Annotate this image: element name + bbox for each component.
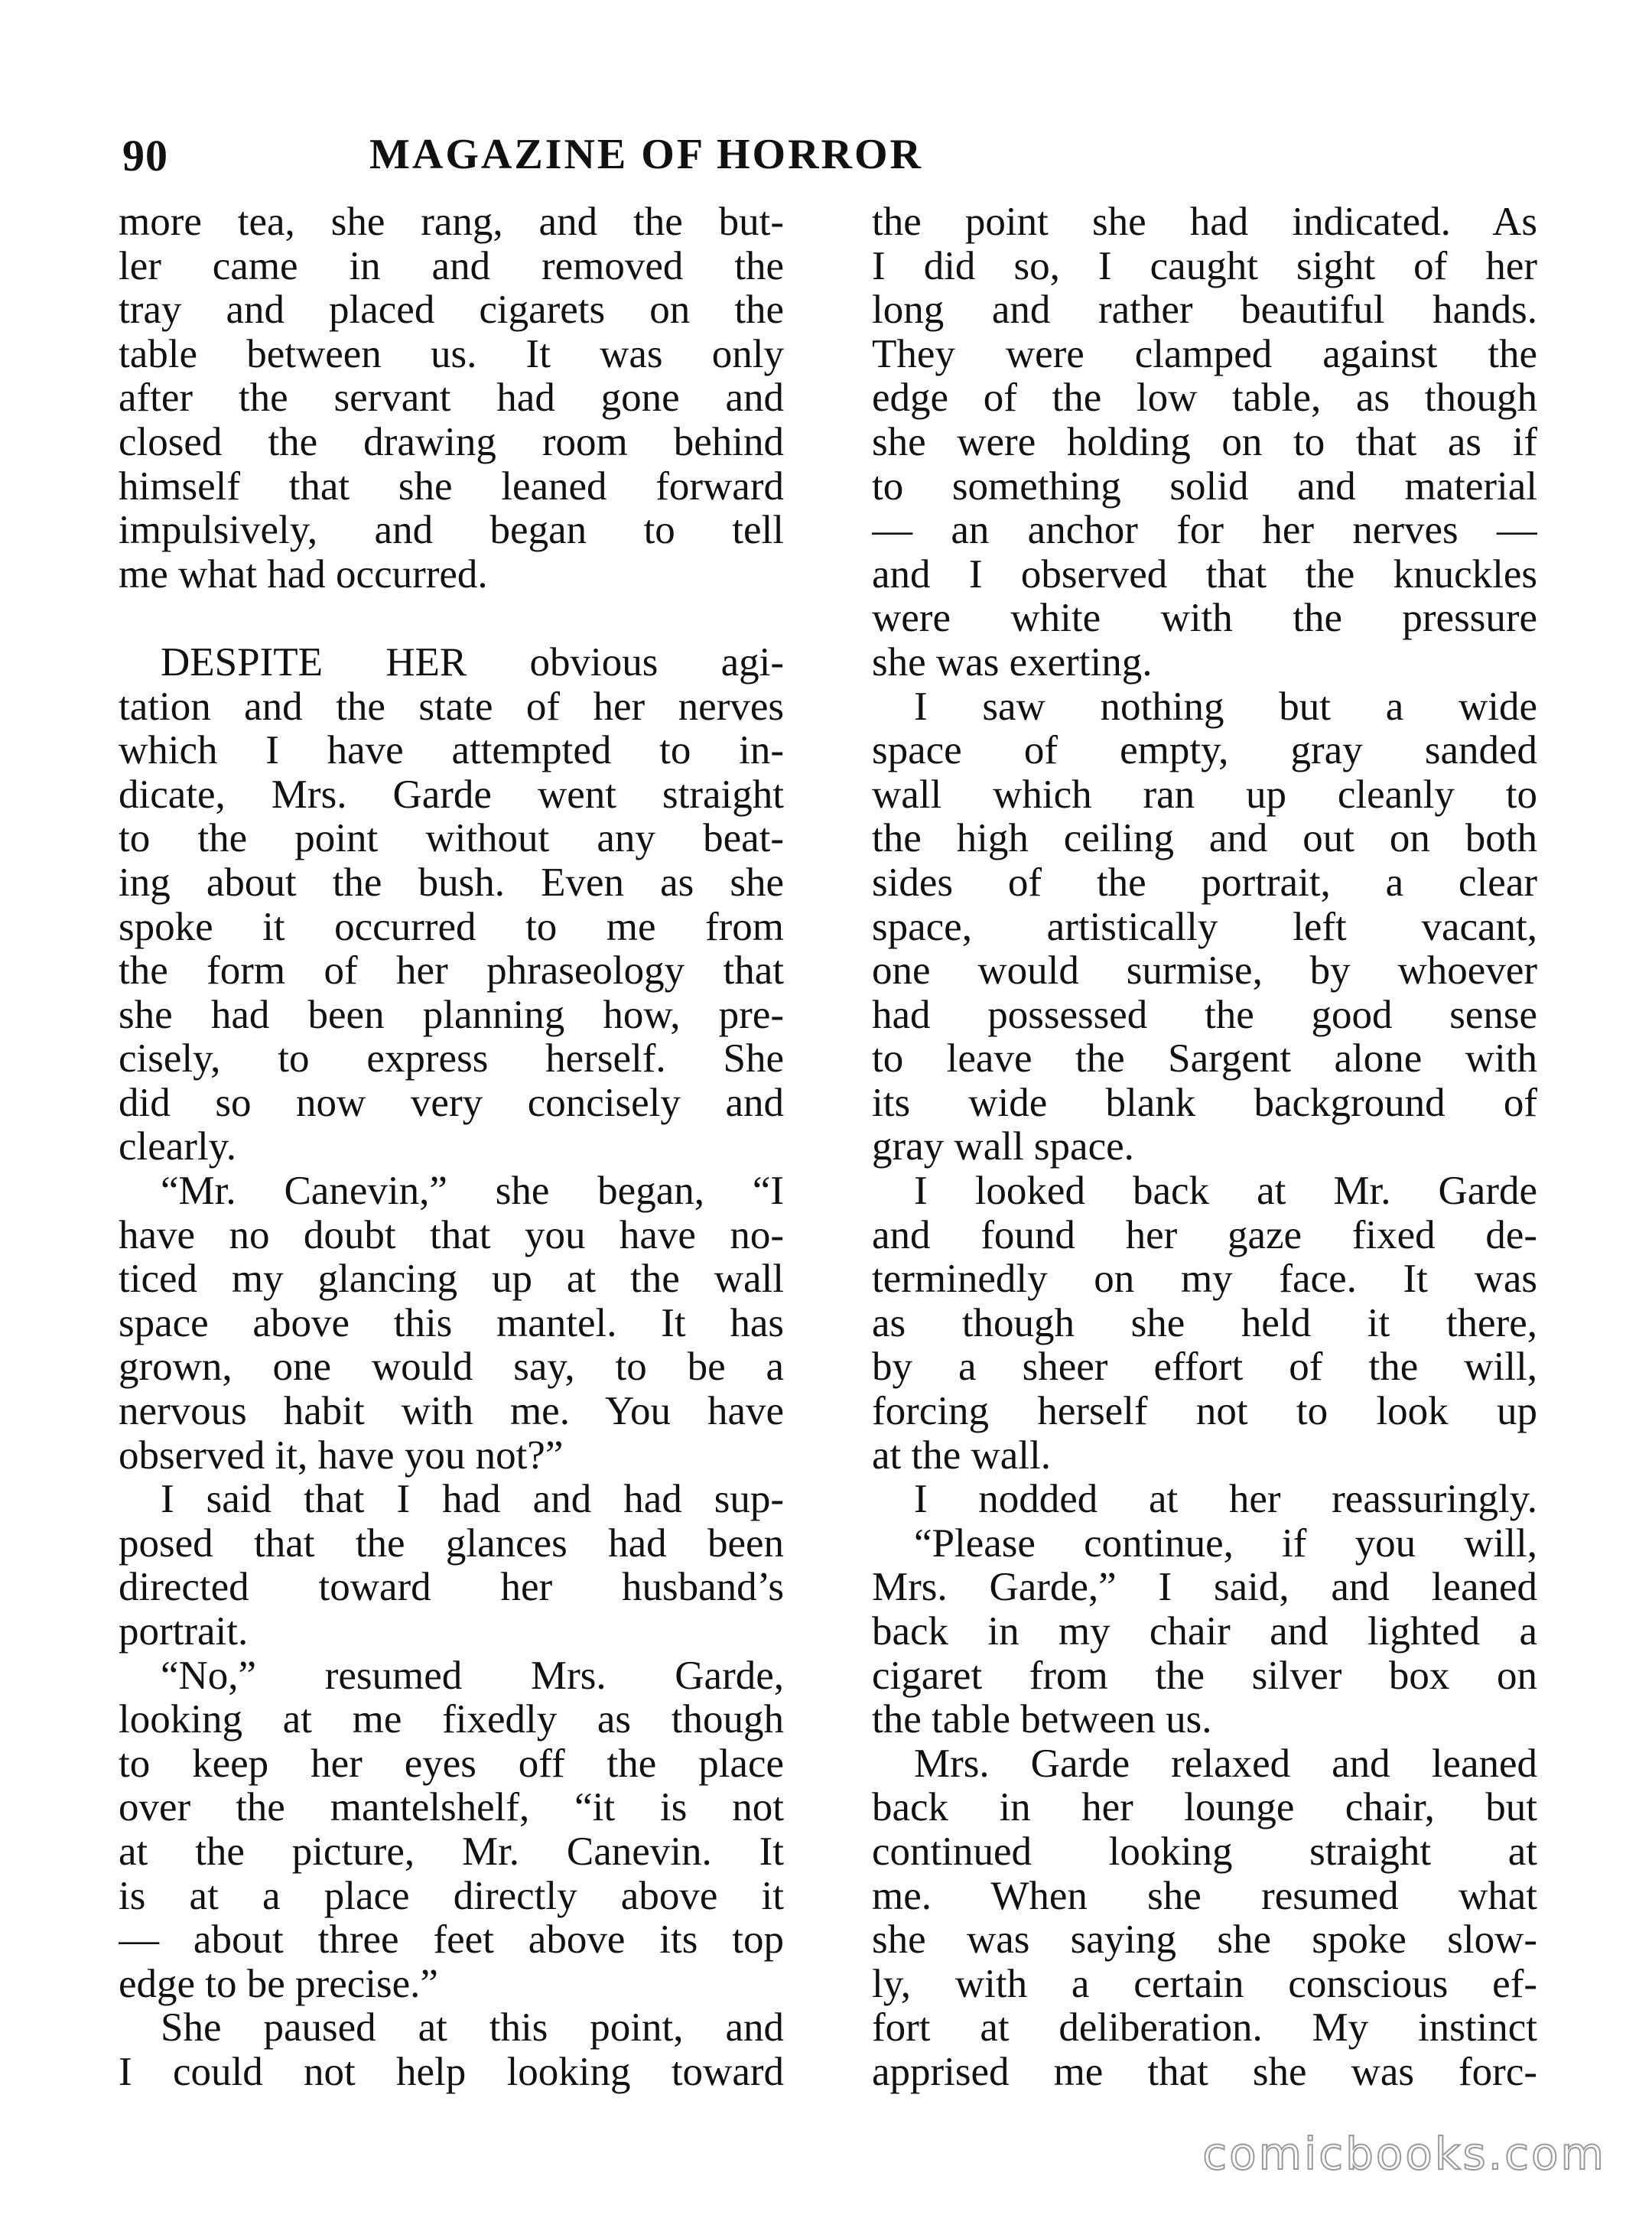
text-line: is at a place directly above it [119, 1874, 784, 1918]
text-line: dicate, Mrs. Garde went straight [119, 772, 784, 817]
text-line: impulsively, and began to tell [119, 509, 784, 553]
text-line: long and rather beautiful hands. [872, 288, 1537, 333]
text-line: tray and placed cigarets on the [119, 288, 784, 333]
text-line: edge of the low table, as though [872, 376, 1537, 421]
text-line: the table between us. [872, 1698, 1212, 1742]
text-line: Mrs. Garde,” I said, and leaned [872, 1566, 1537, 1610]
text-line: wall which ran up cleanly to [872, 772, 1537, 817]
text-line: space, artistically left vacant, [872, 905, 1537, 949]
text-line: grown, one would say, to be a [119, 1345, 784, 1390]
text-line: edge to be precise.” [119, 1962, 438, 2006]
text-line: himself that she leaned forward [119, 464, 784, 509]
text-line: observed it, have you not?” [119, 1433, 564, 1478]
text-line: she were holding on to that as if [872, 420, 1537, 464]
text-line: space above this mantel. It has [119, 1301, 784, 1345]
text-line: were white with the pressure [872, 597, 1537, 641]
text-line: nervous habit with me. You have [119, 1390, 784, 1434]
text-line: I saw nothing but a wide [914, 685, 1537, 729]
text-line: I said that I had and had sup- [161, 1478, 784, 1522]
text-line: which I have attempted to in- [119, 729, 784, 773]
text-line: posed that the glances had been [119, 1521, 784, 1566]
text-line: over the mantelshelf, “it is not [119, 1786, 784, 1830]
text-line: back in my chair and lighted a [872, 1610, 1537, 1654]
text-column-right [872, 200, 1537, 2095]
text-line: had possessed the good sense [872, 993, 1537, 1037]
text-line: and I observed that the knuckles [872, 552, 1537, 597]
text-line: by a sheer effort of the will, [872, 1345, 1537, 1390]
text-line: ly, with a certain conscious ef- [872, 1962, 1537, 2006]
text-line: did so now very concisely and [119, 1081, 784, 1125]
text-line: directed toward her husband’s [119, 1566, 784, 1610]
text-line: me what had occurred. [119, 552, 488, 597]
text-line: its wide blank background of [872, 1081, 1537, 1125]
text-line: terminedly on my face. It was [872, 1257, 1537, 1302]
text-line: she had been planning how, pre- [119, 993, 784, 1037]
text-line: back in her lounge chair, but [872, 1786, 1537, 1830]
text-line: I nodded at her reassuringly. [914, 1478, 1537, 1522]
text-line: “No,” resumed Mrs. Garde, [161, 1654, 784, 1698]
text-line: the point she had indicated. As [872, 200, 1537, 244]
text-line: apprised me that she was forc- [872, 2050, 1537, 2094]
text-column-left [119, 200, 784, 2095]
text-line: she was saying she spoke slow- [872, 1918, 1537, 1963]
text-line: tation and the state of her nerves [119, 685, 784, 729]
text-line: clearly. [119, 1125, 236, 1169]
text-line: at the picture, Mr. Canevin. It [119, 1829, 784, 1874]
text-line: one would surmise, by whoever [872, 949, 1537, 994]
text-line: gray wall space. [872, 1125, 1134, 1169]
text-line: ler came in and removed the [119, 244, 784, 288]
text-line: portrait. [119, 1610, 249, 1654]
text-line: cisely, to express herself. She [119, 1037, 784, 1081]
text-line: spoke it occurred to me from [119, 905, 784, 949]
text-line: closed the drawing room behind [119, 420, 784, 464]
page-header [122, 122, 1170, 184]
text-line: at the wall. [872, 1433, 1051, 1478]
text-line: continued looking straight at [872, 1829, 1537, 1874]
text-line: “Mr. Canevin,” she began, “I [161, 1169, 784, 1214]
text-line: She paused at this point, and [161, 2006, 784, 2051]
section-break [119, 597, 784, 641]
text-line: Mrs. Garde relaxed and leaned [914, 1742, 1537, 1786]
text-line: table between us. It was only [119, 332, 784, 376]
text-line: ticed my glancing up at the wall [119, 1257, 784, 1302]
text-line: have no doubt that you have no- [119, 1213, 784, 1257]
text-line: to leave the Sargent alone with [872, 1037, 1537, 1081]
text-line: the high ceiling and out on both [872, 817, 1537, 861]
text-line: me. When she resumed what [872, 1874, 1537, 1918]
text-line: I looked back at Mr. Garde [914, 1169, 1537, 1214]
text-line: she was exerting. [872, 640, 1153, 685]
text-line: and found her gaze fixed de- [872, 1213, 1537, 1257]
text-line: after the servant had gone and [119, 376, 784, 421]
text-line: “Please continue, if you will, [914, 1521, 1537, 1566]
text-line: forcing herself not to look up [872, 1390, 1537, 1434]
text-line: I did so, I caught sight of her [872, 244, 1537, 288]
text-line: — about three feet above its top [119, 1918, 784, 1963]
text-line: to the point without any beat- [119, 817, 784, 861]
watermark: comicbooks.com [1202, 2128, 1606, 2180]
text-line: — an anchor for her nerves — [872, 509, 1537, 553]
running-title: MAGAZINE OF HORROR [369, 131, 923, 178]
page-number: 90 [122, 131, 168, 180]
text-line: as though she held it there, [872, 1301, 1537, 1345]
text-line: ing about the bush. Even as she [119, 860, 784, 905]
text-line: cigaret from the silver box on [872, 1654, 1537, 1698]
text-line: space of empty, gray sanded [872, 729, 1537, 773]
text-line: the form of her phraseology that [119, 949, 784, 994]
text-line: They were clamped against the [872, 332, 1537, 376]
text-line: to keep her eyes off the place [119, 1742, 784, 1786]
text-line: I could not help looking toward [119, 2050, 784, 2094]
text-line: more tea, she rang, and the but- [119, 200, 784, 244]
text-line: DESPITE HER obvious agi- [161, 640, 784, 685]
text-line: to something solid and material [872, 464, 1537, 509]
text-line: fort at deliberation. My instinct [872, 2006, 1537, 2051]
text-line: looking at me fixedly as though [119, 1698, 784, 1742]
text-line: sides of the portrait, a clear [872, 860, 1537, 905]
